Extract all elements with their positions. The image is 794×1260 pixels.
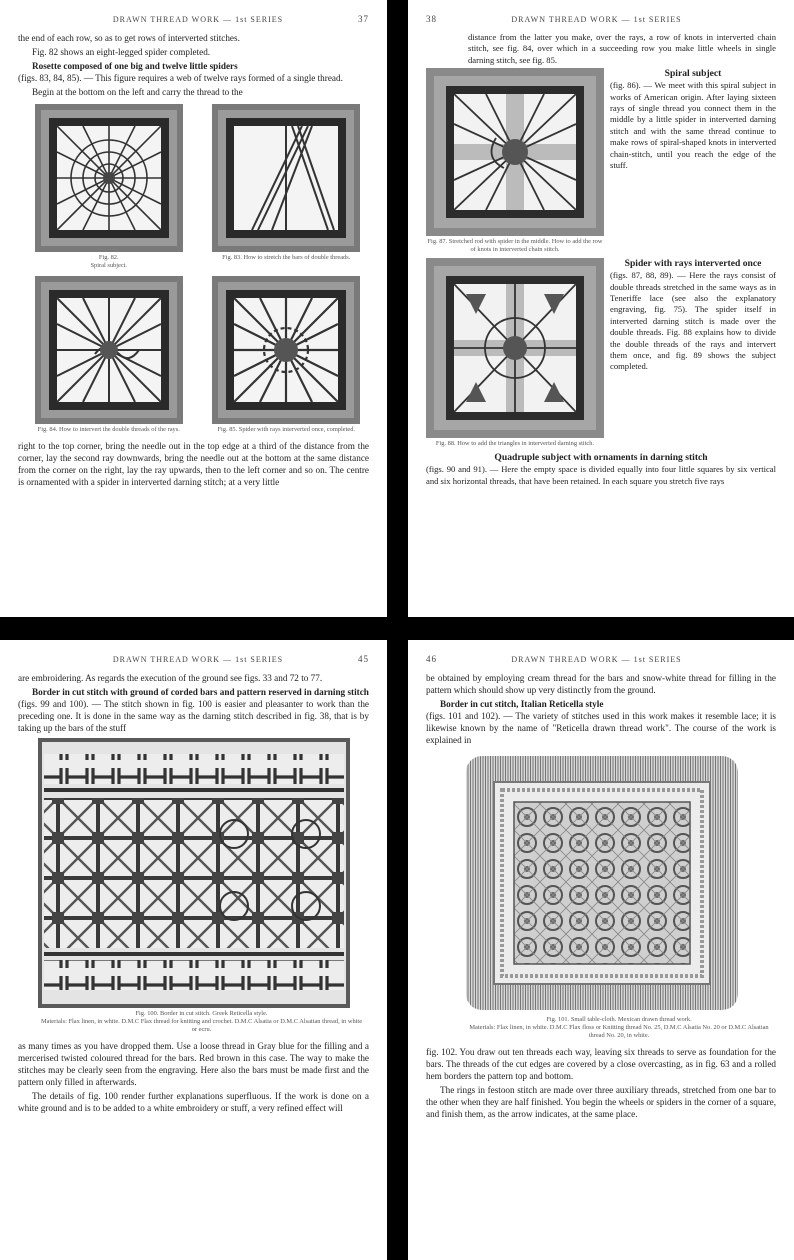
- figure-caption: Fig. 100. Border in cut stitch. Greek Reticella style. Materials: Flax linen, in white. D.M.C Flax thread for knitting and crochet. D.M.C Alsatia or D.M.C Alsatian thread, in white or ecru.: [40, 1010, 363, 1033]
- section-heading-title: Quadruple subject with ornaments in darning stitch: [494, 452, 708, 464]
- stretched-rod-spider-illustration: [426, 68, 604, 236]
- figure-100: [38, 738, 365, 1034]
- figure-88-block: [426, 258, 776, 448]
- running-head-title: DRAWN THREAD WORK — 1st SERIES: [112, 655, 284, 664]
- paragraph: be obtained by employing cream thread for the bars and snow-white thread for filling in the pattern which should show up very distinctly from the ground.: [426, 673, 776, 695]
- figure-101: [462, 752, 776, 1040]
- figure-caption: Fig. 82. Spiral subject.: [90, 254, 128, 269]
- paragraph: (figs. 99 and 100). — The stitch shown in fig. 100 is easier and pleasanter to work than the preceding one. It is done in the same way as the darning stitch described in fig. 38, that is by taking up the bars of the stuff: [18, 699, 369, 733]
- figure-caption: Fig. 85. Spider with rays interverted once, completed.: [217, 426, 356, 433]
- paragraph: (figs. 87, 88, 89). — Here the rays consist of double threads stretched in the same ways as in Teneriffe lace (see also the explanatory engraving, fig. 75). The spider itself in interverted darning stitch is made over the double threads. Fig. 88 explains how to divide the double threads of the rays and intervert them once, and fig. 89 shows the subject completed.: [610, 270, 776, 372]
- paragraph: The rings in festoon stitch are made over three auxiliary threads, stretched from one bar to the other when they are half finished. You begin the wheels or spiders in the corner of a square, and finish them, as the arrow indicates, at the same place.: [426, 1085, 776, 1119]
- section-heading-title: Border in cut stitch, Italian Reticella style: [440, 699, 604, 709]
- figure-82: [30, 104, 188, 270]
- figure-caption: Fig. 88. How to add the triangles in interverted darning stitch.: [435, 440, 595, 448]
- paragraph: The details of fig. 100 render further explanations superfluous. If the work is done on a white ground and is to be added to a white embroidery or stuff, a very refined effect will: [18, 1091, 369, 1113]
- figure-83: [208, 104, 366, 270]
- page-number: 37: [358, 14, 369, 24]
- spider-completed-illustration: [212, 276, 360, 424]
- running-header: [426, 14, 776, 24]
- running-head-title: DRAWN THREAD WORK — 1st SERIES: [511, 655, 682, 664]
- section-heading-title: Spider with rays interverted once: [624, 258, 762, 270]
- figure-caption: Fig. 83. How to stretch the bars of double threads.: [222, 254, 351, 261]
- section-heading-title: Rosette composed of one big and twelve little spiders: [32, 61, 238, 71]
- section-heading-title: Spiral subject: [664, 68, 722, 80]
- running-header: [426, 654, 776, 664]
- paragraph: (figs. 101 and 102). — The variety of stitches used in this work makes it resemble lace; it is likewise known by the name of "Reticella drawn thread work". The course of the work is explained in: [426, 711, 776, 745]
- section-heading: [426, 698, 776, 710]
- running-head-title: DRAWN THREAD WORK — 1st SERIES: [511, 15, 682, 24]
- figure-caption: Fig. 84. How to intervert the double threads of the rays.: [37, 426, 180, 433]
- section-heading: [18, 60, 369, 72]
- page-number: 38: [426, 14, 437, 24]
- reticella-border-illustration: [38, 738, 350, 1008]
- paragraph: right to the top corner, bring the needle out in the top edge at a third of the distance from the corner, lay the second ray downwards, bring the needle out at the bottom at the same distance from the corner on the right, lay the ray upwards, then to the left corner and so on. The centre is ornamented with a spider in interverted darning stitch; at a very little: [18, 441, 369, 487]
- figure-caption: Fig. 101. Small table-cloth. Mexican drawn thread work. Materials: Flax linen, in white. D.M.C Flax floss or Knitting thread No. 25, D.M.C Alsatia No. 20 or D.M.C Alsatian thread No. 20, in white.: [469, 1016, 769, 1039]
- paragraph: (fig. 86). — We meet with this spiral subject in works of American origin. After laying sixteen rays of single thread you connect them in the middle by a little spider in interverted darning stitch and with the same thread continue to make rows of spiral-shaped knots in interverted chain-stitch, until you reach the edge of the stuff.: [610, 80, 776, 171]
- section-heading: [18, 686, 369, 698]
- figure-84: [30, 276, 188, 434]
- running-header: [18, 14, 369, 24]
- interverted-rays-illustration: [35, 276, 183, 424]
- page-38: [408, 0, 794, 617]
- paragraph: as many times as you have dropped them. Use a loose thread in Gray blue for the filling and a mercerised twisted coloured thread for the bars. Red brown in this case. The way to make the stitches may be clearly seen from the engraving. Here also the bars must be made first and the pattern only filled in afterwards.: [18, 1041, 369, 1087]
- running-head-title: DRAWN THREAD WORK — 1st SERIES: [112, 15, 284, 24]
- paragraph: (figs. 90 and 91). — Here the empty space is divided equally into four little squares by six vertical and six horizontal threads, that have been retained. In each square you stretch five rays: [426, 464, 776, 486]
- double-bars-illustration: [212, 104, 360, 252]
- figure-caption: Fig. 87. Stretched rod with spider in the middle. How to add the row of knots in interverted chain stitch.: [427, 238, 603, 254]
- running-header: [18, 654, 369, 664]
- paragraph: the end of each row, so as to get rows of interverted stitches.: [18, 33, 240, 43]
- spider-web-illustration: [35, 104, 183, 252]
- paragraph: are embroidering. As regards the execution of the ground see figs. 33 and 72 to 77.: [18, 673, 323, 683]
- page-number: 46: [426, 654, 437, 664]
- figure-87-block: [426, 68, 776, 254]
- paragraph: Fig. 82 shows an eight-legged spider completed.: [32, 47, 211, 57]
- triangles-darning-illustration: [426, 258, 604, 438]
- paragraph: (figs. 83, 84, 85). — This figure requires a web of twelve rays formed of a single thread.: [18, 73, 343, 83]
- page-37: [0, 0, 387, 617]
- section-heading-title: Border in cut stitch with ground of corded bars and pattern reserved in darning stitch: [32, 687, 369, 697]
- paragraph: distance from the latter you make, over the rays, a row of knots in interverted chain stitch, see fig. 84, over which in a succeeding row you make little wheels in single darning stitch, see fig. 85.: [468, 32, 776, 65]
- figure-grid: [30, 104, 365, 434]
- mexican-tablecloth-illustration: [462, 752, 742, 1014]
- figure-85: [208, 276, 366, 434]
- paragraph: fig. 102. You draw out ten threads each way, leaving six threads to serve as foundation for the bars. The threads of the cut edges are covered by a close overcasting, as in fig. 63 and a rolled hem borders the pattern top and bottom.: [426, 1047, 776, 1081]
- page-46: [408, 640, 794, 1260]
- paragraph: Begin at the bottom on the left and carry the thread to the: [32, 87, 243, 97]
- page-45: [0, 640, 387, 1260]
- page-number: 45: [358, 654, 369, 664]
